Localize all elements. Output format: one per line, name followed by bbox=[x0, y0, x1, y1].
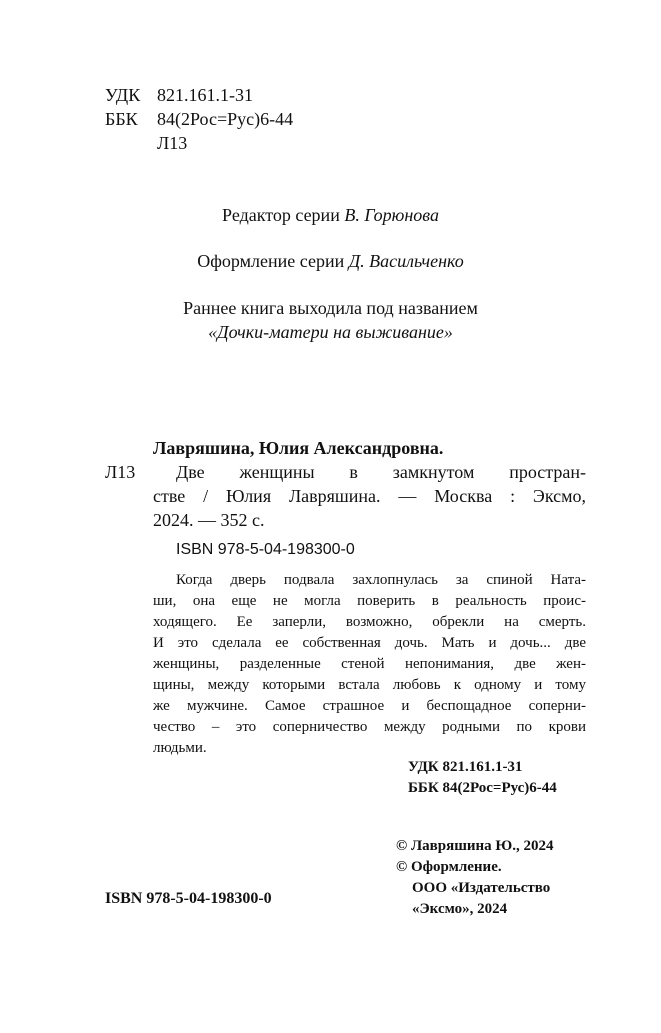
editor-prefix: Редактор серии bbox=[222, 205, 340, 225]
annotation-line: людьми. bbox=[153, 740, 207, 756]
earlier-title-intro: Раннее книга выходила под названием bbox=[183, 298, 478, 318]
editor-name: В. Горюнова bbox=[344, 205, 439, 225]
annotation-line: Когда дверь подвала захлопнулась за спиной Ната- bbox=[176, 572, 586, 588]
design-name: Д. Васильченко bbox=[348, 251, 464, 271]
bib-line-2: стве / Юлия Лавряшина. — Москва : Эксмо, bbox=[153, 486, 586, 506]
bib-line-1: Две женщины в замкнутом простран- bbox=[176, 462, 586, 482]
annotation-line: ходящего. Ее заперли, возможно, обрекли на смерть. bbox=[153, 614, 586, 630]
bib-mark: Л13 bbox=[105, 462, 136, 482]
series-editor bbox=[0, 203, 661, 227]
annotation-line: И это сделала ее собственная дочь. Мать и дочь... две bbox=[153, 635, 586, 651]
annotation-line: ши, она еще не могла поверить в реальность проис- bbox=[153, 593, 586, 609]
copyright-publisher-year: «Эксмо», 2024 bbox=[412, 901, 508, 917]
bib-line-3: 2024. — 352 с. bbox=[153, 510, 265, 530]
copyright-author: © Лавряшина Ю., 2024 bbox=[396, 838, 554, 854]
design-prefix: Оформление серии bbox=[197, 251, 345, 271]
udk-value: 821.161.1-31 bbox=[157, 85, 253, 105]
bib-author: Лавряшина, Юлия Александровна. bbox=[153, 438, 444, 458]
bbk-line bbox=[105, 107, 293, 131]
udk-line bbox=[105, 83, 253, 107]
annotation-line: женщины, разделенные стеной непонимания, две жен- bbox=[153, 656, 586, 672]
udk-label: УДК bbox=[105, 85, 141, 105]
annotation-line: же мужчине. Самое страшное и беспощадное соперни- bbox=[153, 698, 586, 714]
annotation-line: щины, между которыми встала любовь к одному и тому bbox=[153, 677, 586, 693]
author-mark: Л13 bbox=[157, 133, 188, 153]
udk-repeat: УДК 821.161.1-31 bbox=[408, 759, 523, 775]
bbk-repeat: ББК 84(2Рос=Рус)6-44 bbox=[408, 780, 557, 796]
annotation-line: чество – это соперничество между родными по крови bbox=[153, 719, 586, 735]
copyright-publisher: ООО «Издательство bbox=[412, 880, 551, 896]
copyright-design: © Оформление. bbox=[396, 859, 502, 875]
bib-isbn: ISBN 978-5-04-198300-0 bbox=[176, 541, 355, 558]
footer-isbn: ISBN 978-5-04-198300-0 bbox=[105, 890, 272, 907]
series-design bbox=[0, 249, 661, 273]
bbk-label: ББК bbox=[105, 109, 138, 129]
earlier-title: «Дочки-матери на выживание» bbox=[208, 322, 453, 342]
bbk-value: 84(2Рос=Рус)6-44 bbox=[157, 109, 294, 129]
